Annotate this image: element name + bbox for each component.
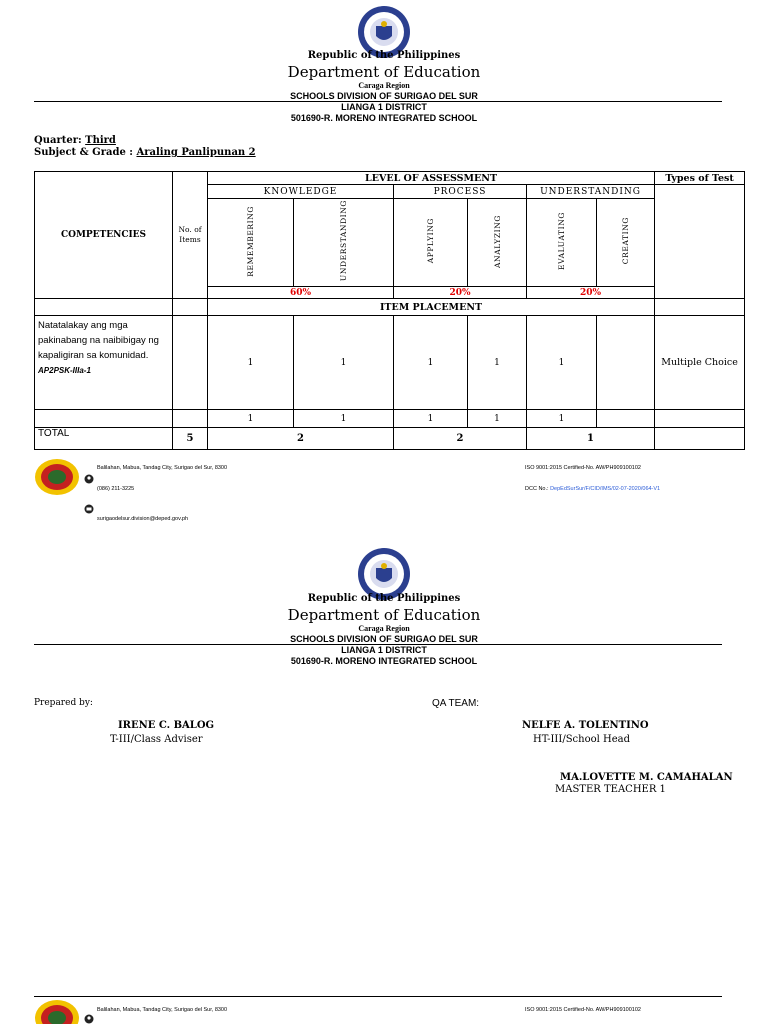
preparer-name: IRENE C. BALOG [118, 720, 215, 731]
understanding-col [294, 199, 394, 287]
creating-label: CREATING [621, 217, 631, 265]
table-cell: 1 [294, 410, 394, 428]
location-icon [84, 474, 94, 484]
blank-cell [35, 410, 173, 428]
table-of-specification [34, 171, 745, 450]
blank-cell [173, 299, 208, 316]
knowledge-header: KNOWLEDGE [208, 185, 394, 199]
process-header: PROCESS [394, 185, 527, 199]
head-role: HT-III/School Head [533, 734, 631, 745]
table-cell: 1 [527, 410, 597, 428]
process-percent: 20% [394, 287, 527, 299]
head-name: NELFE A. TOLENTINO [522, 720, 649, 731]
email-icon [84, 504, 94, 514]
footer-rule [34, 996, 722, 997]
blank-cell [655, 428, 745, 450]
district-line: LIANGA 1 DISTRICT [341, 645, 427, 655]
prepared-by-label: Prepared by: [34, 698, 93, 708]
division-line: SCHOOLS DIVISION OF SURIGAO DEL SUR [290, 634, 478, 644]
school-line: 501690-R. MORENO INTEGRATED SCHOOL [290, 656, 478, 666]
quarter-label: Quarter: [34, 135, 82, 146]
school-line: 501690-R. MORENO INTEGRATED SCHOOL [290, 113, 478, 123]
footer-dcc [525, 486, 660, 492]
item-placement-header: ITEM PLACEMENT [208, 299, 655, 316]
total-knowledge: 2 [208, 428, 394, 450]
competency-text: Natatalakay ang mga pakinabang na naibibigay ng kapaligiran sa komunidad. [38, 320, 159, 361]
footer-address: Balilahan, Mabua, Tandag City, Surigao del Sur, 8300 [97, 465, 228, 471]
dcc-label: DCC No.: [525, 486, 549, 492]
analyzing-col [468, 199, 527, 287]
total-label: TOTAL [35, 428, 173, 450]
master-teacher-name: MA.LOVETTE M. CAMAHALAN [560, 772, 733, 783]
division-line: SCHOOLS DIVISION OF SURIGAO DEL SUR [290, 91, 478, 101]
competency-cell [35, 316, 173, 410]
knowledge-percent: 60% [208, 287, 394, 299]
types-blank-cell [655, 185, 745, 299]
evaluating-col [527, 199, 597, 287]
analyzing-label: ANALYZING [492, 214, 502, 268]
dcc-value: DepEdSurSur/F/CID/IMS/02-07-2020/064-V1 [550, 486, 661, 492]
items-blank-cell [173, 316, 208, 410]
table-cell: 1 [208, 316, 294, 410]
understanding-col-label: UNDERSTANDING [339, 200, 348, 282]
no-items-header: No. of Items [173, 172, 208, 299]
quarter-value: Third [85, 135, 116, 146]
preparer-role: T-III/Class Adviser [110, 734, 203, 745]
total-understanding: 1 [527, 428, 655, 450]
understanding-percent: 20% [527, 287, 655, 299]
total-items: 5 [173, 428, 208, 450]
total-process: 2 [394, 428, 527, 450]
footer-address: Balilahan, Mabua, Tandag City, Surigao del Sur, 8300 [97, 1007, 228, 1013]
blank-cell [655, 410, 745, 428]
republic-line: Republic of the Philippines [307, 50, 461, 61]
table-cell: 1 [208, 410, 294, 428]
remembering-label: REMEMBERING [246, 205, 255, 277]
quarter-line [34, 135, 116, 146]
department-title: Department of Education [287, 63, 481, 81]
level-of-assessment-header: LEVEL OF ASSESSMENT [208, 172, 655, 185]
remembering-col [208, 199, 294, 287]
region-line: Caraga Region [358, 81, 410, 90]
qa-team-label: QA TEAM: [432, 698, 480, 709]
region-line: Caraga Region [358, 624, 410, 633]
blank-cell [35, 299, 173, 316]
department-title: Department of Education [287, 606, 481, 624]
type-of-test-cell: Multiple Choice [655, 316, 745, 410]
table-cell: 1 [468, 316, 527, 410]
republic-line: Republic of the Philippines [307, 593, 461, 604]
subject-label: Subject & Grade : [34, 147, 133, 158]
creating-col [597, 199, 655, 287]
competency-code: AP2PSK-IIIa-1 [38, 366, 91, 375]
table-cell: 1 [468, 410, 527, 428]
blank-cell [597, 410, 655, 428]
subject-value: Araling Panlipunan 2 [136, 147, 256, 158]
footer-iso: ISO 9001:2015 Certified-No. AW/PH909100102 [525, 465, 641, 471]
subject-line [34, 147, 256, 158]
master-teacher-role: MASTER TEACHER 1 [555, 784, 666, 795]
district-line: LIANGA 1 DISTRICT [341, 102, 427, 112]
applying-col [394, 199, 468, 287]
table-cell [597, 316, 655, 410]
applying-label: APPLYING [426, 218, 435, 264]
footer-email: surigaodelsur.division@deped.gov.ph [97, 516, 189, 522]
table-cell: 1 [394, 410, 468, 428]
table-cell: 1 [394, 316, 468, 410]
evaluating-label: EVALUATING [557, 212, 566, 270]
competencies-header: COMPETENCIES [35, 172, 173, 299]
location-icon [84, 1014, 94, 1024]
division-logo-icon [34, 458, 80, 496]
division-logo-icon [34, 998, 80, 1024]
footer-phone: (086) 211-3225 [97, 486, 135, 492]
blank-cell [655, 299, 745, 316]
understanding-header: UNDERSTANDING [527, 185, 655, 199]
blank-cell [173, 410, 208, 428]
table-cell: 1 [527, 316, 597, 410]
table-cell: 1 [294, 316, 394, 410]
footer-iso: ISO 9001:2015 Certified-No. AW/PH909100102 [525, 1007, 641, 1013]
types-of-test-header: Types of Test [655, 172, 745, 185]
